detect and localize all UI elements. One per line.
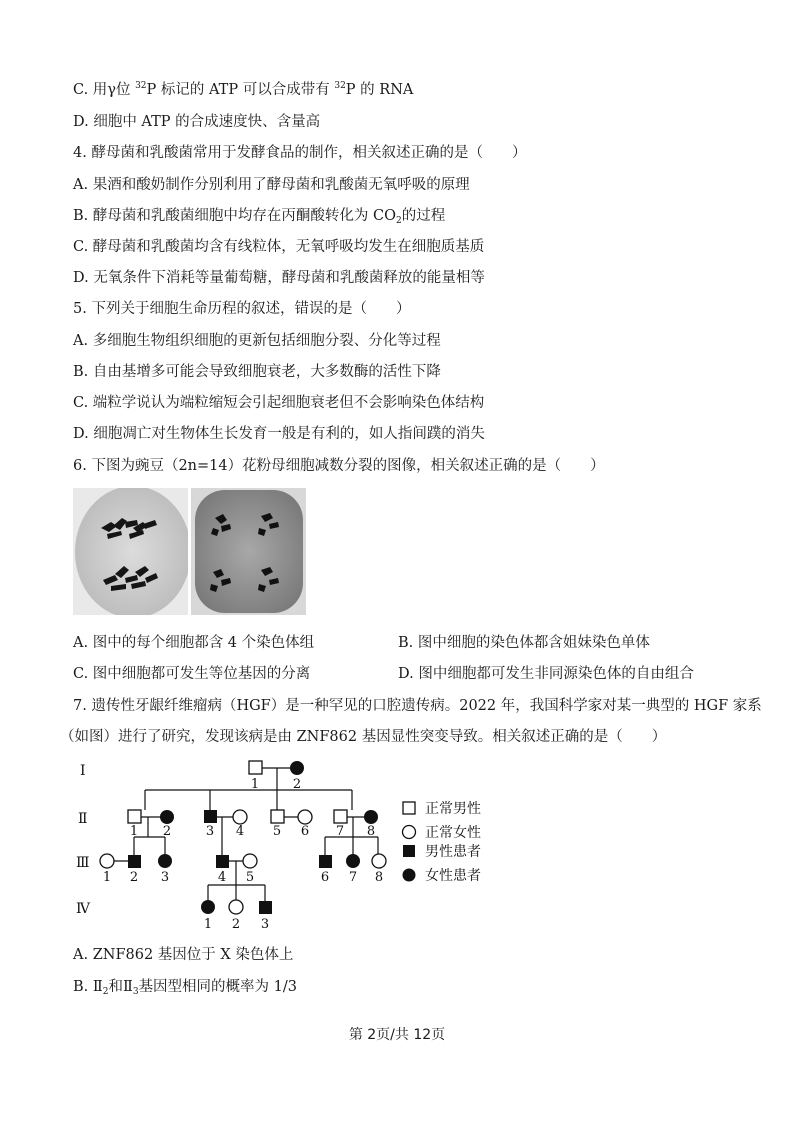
pedigree-IV1-affected-female	[201, 900, 215, 914]
num-IV1: 1	[203, 917, 213, 932]
pedigree-II6-normal-female	[298, 810, 312, 824]
q4-option-d: D. 无氧条件下消耗等量葡萄糖，酵母菌和乳酸菌释放的能量相等	[73, 270, 485, 286]
q6-option-c: C. 图中细胞都可发生等位基因的分离	[73, 666, 311, 682]
q6-option-b: B. 图中细胞的染色体都含姐妹染色单体	[398, 635, 650, 651]
page-footer: 第 2页/共 12页	[348, 1027, 446, 1043]
gen-label-3: Ⅲ	[76, 855, 90, 871]
gen-label-1: Ⅰ	[80, 763, 86, 779]
q6-option-a: A. 图中的每个细胞都含 4 个染色体组	[73, 635, 315, 651]
pedigree-III2-affected-male	[128, 855, 141, 868]
legend-normal-male-symbol	[403, 802, 415, 814]
num-III7: 7	[348, 870, 358, 885]
legend-normal-female: 正常女性	[425, 825, 481, 841]
legend-affected-female-symbol	[403, 869, 416, 882]
q4-stem: 4. 酵母菌和乳酸菌常用于发酵食品的制作，相关叙述正确的是（ ）	[73, 145, 527, 161]
pedigree-IV3-affected-male	[259, 901, 272, 914]
num-III3: 3	[160, 870, 170, 885]
pedigree-III1-normal-female	[100, 854, 114, 868]
num-III5: 5	[245, 870, 255, 885]
pedigree-II7-normal-male	[334, 810, 347, 823]
num-II6: 6	[300, 824, 310, 839]
q6-stem: 6. 下图为豌豆（2n=14）花粉母细胞减数分裂的图像，相关叙述正确的是（ ）	[73, 458, 605, 474]
q7-option-a: A. ZNF862 基因位于 X 染色体上	[73, 947, 294, 963]
num-IV3: 3	[260, 917, 270, 932]
num-I2: 2	[292, 777, 302, 792]
q5-option-d: D. 细胞凋亡对生物体生长发育一般是有利的，如人指间蹼的消失	[73, 426, 485, 442]
pedigree-III4-affected-male	[216, 855, 229, 868]
pedigree-II4-normal-female	[233, 810, 247, 824]
num-III8: 8	[374, 870, 384, 885]
q4-option-c: C. 酵母菌和乳酸菌均含有线粒体，无氧呼吸均发生在细胞质基质	[73, 239, 485, 255]
q3-option-c: C. 用γ位 $^{32}$P 标记的 ATP 可以合成带有 $^{32}$P 的 RNA	[73, 81, 414, 98]
q3-option-d: D. 细胞中 ATP 的合成速度快、含量高	[73, 114, 321, 130]
num-II2: 2	[162, 824, 172, 839]
legend-normal-male: 正常男性	[425, 801, 481, 817]
num-IV2: 2	[231, 917, 241, 932]
pedigree-legend	[403, 800, 482, 884]
num-II5: 5	[272, 824, 282, 839]
legend-affected-male: 男性患者	[425, 844, 481, 860]
pedigree-III3-affected-female	[158, 854, 172, 868]
gen-label-4: Ⅳ	[76, 901, 90, 917]
micrograph-anaphase-i	[73, 488, 188, 615]
num-I1: 1	[250, 777, 260, 792]
pedigree-III8-normal-female	[372, 854, 386, 868]
pedigree-III5-normal-female	[243, 854, 257, 868]
pedigree-IV2-normal-female	[229, 900, 243, 914]
q5-option-a: A. 多细胞生物组织细胞的更新包括细胞分裂、分化等过程	[73, 333, 441, 349]
num-II1: 1	[129, 824, 139, 839]
num-III1: 1	[102, 870, 112, 885]
legend-affected-female: 女性患者	[425, 868, 481, 884]
micrograph-anaphase-ii	[191, 488, 306, 615]
q6-option-d: D. 图中细胞都可发生非同源染色体的自由组合	[398, 666, 694, 682]
pedigree-III6-affected-male	[319, 855, 332, 868]
q4-option-a: A. 果酒和酸奶制作分别利用了酵母菌和乳酸菌无氧呼吸的原理	[73, 177, 470, 193]
pedigree-II5-normal-male	[271, 810, 284, 823]
pedigree-II2-affected-female	[160, 810, 174, 824]
q5-option-c: C. 端粒学说认为端粒缩短会引起细胞衰老但不会影响染色体结构	[73, 395, 485, 411]
gen-label-2: Ⅱ	[78, 811, 88, 827]
q7-stem-line1: 7. 遗传性牙龈纤维瘤病（HGF）是一种罕见的口腔遗传病。2022 年，我国科学家对某一典型的 HGF 家系	[73, 698, 762, 714]
legend-affected-male-symbol	[403, 845, 415, 857]
num-III4: 4	[217, 870, 227, 885]
num-II4: 4	[235, 824, 245, 839]
num-II3: 3	[205, 824, 215, 839]
num-II7: 7	[335, 824, 345, 839]
pedigree-chart	[70, 755, 500, 939]
pedigree-III7-affected-female	[346, 854, 360, 868]
pedigree-I2-affected-female	[290, 761, 304, 775]
num-III2: 2	[129, 870, 139, 885]
pedigree-II3-affected-male	[204, 810, 217, 823]
num-III6: 6	[320, 870, 330, 885]
q7-stem-line2: （如图）进行了研究，发现该病是由 ZNF862 基因显性突变导致。相关叙述正确的是（ ）	[60, 729, 667, 745]
pedigree-I1-normal-male	[249, 761, 262, 774]
q4-option-b: B. 酵母菌和乳酸菌细胞中均存在丙酮酸转化为 $CO_2$的过程	[73, 208, 446, 226]
pedigree-II1-normal-male	[128, 810, 141, 823]
q5-stem: 5. 下列关于细胞生命历程的叙述，错误的是（ ）	[73, 301, 411, 317]
legend-normal-female-symbol	[403, 826, 416, 839]
q5-option-b: B. 自由基增多可能会导致细胞衰老，大多数酶的活性下降	[73, 364, 441, 380]
pedigree-II8-affected-female	[364, 810, 378, 824]
q7-option-b: B. $Ⅱ_2$和$Ⅱ_3$基因型相同的概率为 1/3	[73, 979, 298, 997]
num-II8: 8	[366, 824, 376, 839]
